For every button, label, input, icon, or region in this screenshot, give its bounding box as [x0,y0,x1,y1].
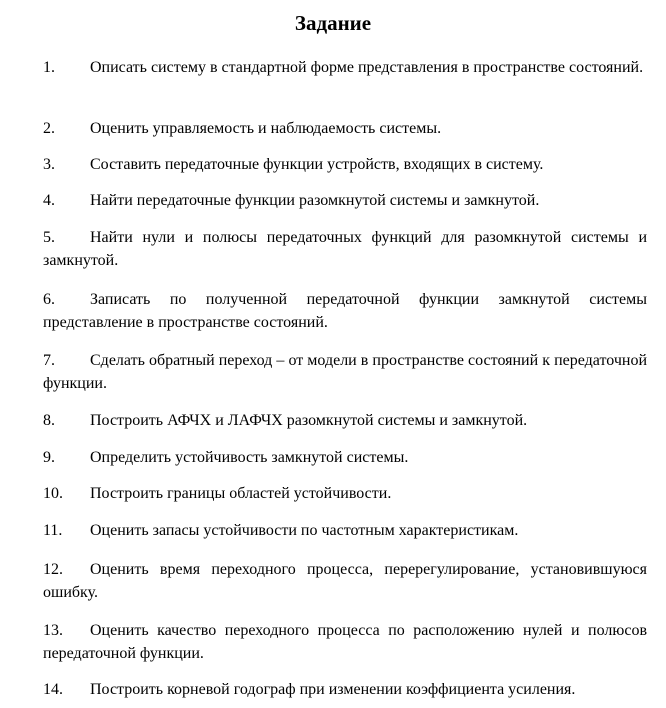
task-text: Построить корневой годограф при изменении коэффициента усиления. [90,681,576,698]
task-text: Оценить управляемость и наблюдаемость системы. [90,120,442,137]
task-item-10 [43,482,647,505]
task-number: 5. [43,229,55,246]
task-text: Определить устойчивость замкнутой системы. [90,449,409,466]
task-text: Найти нули и полюсы передаточных функций для разомкнутой системы и замкнутой. [43,229,647,269]
task-number: 3. [43,156,55,173]
task-item-9 [43,446,647,469]
task-item-14 [43,678,647,701]
task-item-3 [43,153,647,176]
task-number: 10. [43,485,63,502]
task-text: Сделать обратный переход – от модели в пространстве состояний к передаточной функции. [43,352,647,392]
task-item-13 [43,619,647,665]
task-item-5 [43,226,647,272]
task-text: Оценить запасы устойчивости по частотным характеристикам. [90,522,519,539]
task-number: 7. [43,352,55,369]
task-number: 11. [43,522,63,539]
task-item-4 [43,189,647,212]
task-number: 12. [43,561,63,578]
task-text: Оценить время переходного процесса, перерегулирование, установившуюся ошибку. [43,561,647,601]
task-number: 14. [43,681,63,698]
task-number: 6. [43,291,55,308]
task-text: Записать по полученной передаточной функции замкнутой системы представление в пространстве состояний. [43,291,647,331]
task-item-7 [43,349,647,395]
task-text: Составить передаточные функции устройств, входящих в систему. [90,156,544,173]
task-item-8 [43,409,647,432]
task-number: 4. [43,192,55,209]
task-number: 8. [43,412,55,429]
task-text: Найти передаточные функции разомкнутой системы и замкнутой. [90,192,540,209]
task-text: Построить границы областей устойчивости. [90,485,392,502]
task-text: Построить АФЧХ и ЛАФЧХ разомкнутой системы и замкнутой. [90,412,528,429]
task-text: Описать систему в стандартной форме представления в пространстве состояний. [90,59,644,76]
task-item-11 [43,519,647,542]
task-number: 1. [43,59,55,76]
task-text: Оценить качество переходного процесса по расположению нулей и полюсов передаточной функции. [43,622,647,662]
task-item-12 [43,558,647,604]
task-number: 2. [43,120,55,137]
task-item-6 [43,288,647,334]
task-item-2 [43,117,647,140]
task-item-1 [43,56,647,79]
page-title: Задание [294,11,372,35]
task-number: 9. [43,449,55,466]
task-number: 13. [43,622,63,639]
